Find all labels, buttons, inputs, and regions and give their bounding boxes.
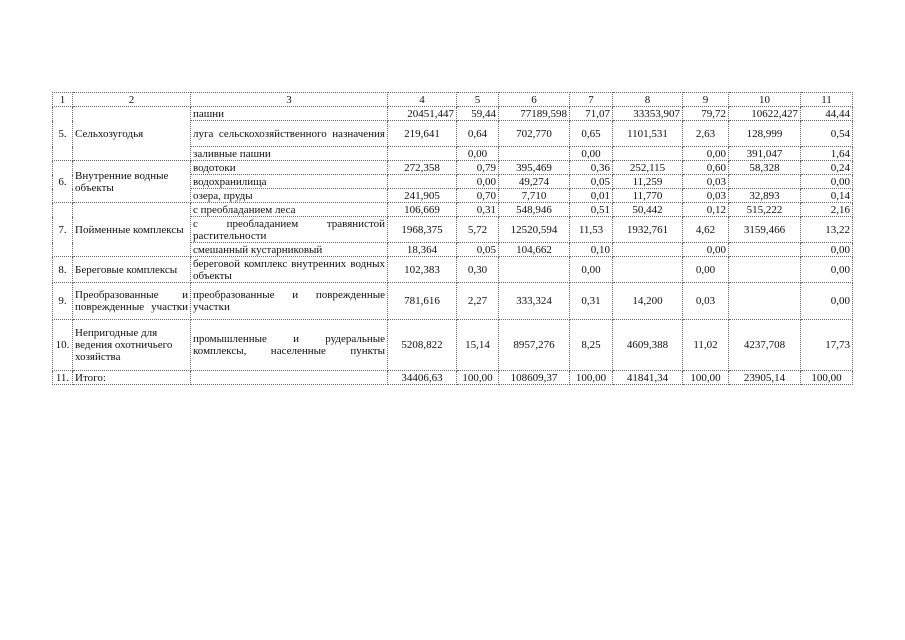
value-cell: 11,53 xyxy=(570,217,613,243)
data-table xyxy=(52,92,853,385)
value-cell xyxy=(499,257,570,283)
value-cell: 17,73 xyxy=(801,320,853,371)
table-row xyxy=(53,161,853,175)
value-cell: 32,893 xyxy=(729,189,801,203)
value-cell: 11,02 xyxy=(683,320,729,371)
value-cell: 241,905 xyxy=(388,189,457,203)
header-cell: 11 xyxy=(801,93,853,107)
value-cell: 41841,34 xyxy=(613,371,683,385)
value-cell: 252,115 xyxy=(613,161,683,175)
value-cell: 0,24 xyxy=(801,161,853,175)
subcategory-cell: с преобладанием леса xyxy=(191,203,388,217)
value-cell: 77189,598 xyxy=(499,107,570,121)
value-cell: 0,00 xyxy=(570,257,613,283)
value-cell: 2,16 xyxy=(801,203,853,217)
value-cell: 106,669 xyxy=(388,203,457,217)
value-cell: 104,662 xyxy=(499,243,570,257)
table-row xyxy=(53,107,853,121)
value-cell: 0,05 xyxy=(570,175,613,189)
value-cell: 0,51 xyxy=(570,203,613,217)
value-cell: 1968,375 xyxy=(388,217,457,243)
value-cell xyxy=(613,243,683,257)
value-cell: 0,00 xyxy=(683,257,729,283)
value-cell: 8,25 xyxy=(570,320,613,371)
value-cell: 548,946 xyxy=(499,203,570,217)
value-cell: 0,03 xyxy=(683,283,729,320)
value-cell: 781,616 xyxy=(388,283,457,320)
value-cell: 33353,907 xyxy=(613,107,683,121)
value-cell: 0,14 xyxy=(801,189,853,203)
header-cell: 5 xyxy=(457,93,499,107)
value-cell: 44,44 xyxy=(801,107,853,121)
value-cell: 0,00 xyxy=(801,257,853,283)
value-cell: 0,03 xyxy=(683,189,729,203)
subcategory-cell: водохранилища xyxy=(191,175,388,189)
value-cell: 11,770 xyxy=(613,189,683,203)
subcategory-cell: пашни xyxy=(191,107,388,121)
value-cell: 272,358 xyxy=(388,161,457,175)
value-cell xyxy=(729,283,801,320)
group-name: Сельхозугодья xyxy=(73,107,191,161)
value-cell: 59,44 xyxy=(457,107,499,121)
value-cell: 0,10 xyxy=(570,243,613,257)
value-cell: 219,641 xyxy=(388,121,457,147)
value-cell xyxy=(729,257,801,283)
value-cell: 108609,37 xyxy=(499,371,570,385)
value-cell: 702,770 xyxy=(499,121,570,147)
subcategory-cell xyxy=(191,371,388,385)
value-cell: 128,999 xyxy=(729,121,801,147)
value-cell: 391,047 xyxy=(729,147,801,161)
value-cell: 0,00 xyxy=(801,175,853,189)
group-number: 5. xyxy=(53,107,73,161)
header-cell: 4 xyxy=(388,93,457,107)
value-cell: 4,62 xyxy=(683,217,729,243)
value-cell: 4237,708 xyxy=(729,320,801,371)
table-row xyxy=(53,320,853,371)
group-name: Преобразованные и поврежденные участки xyxy=(73,283,191,320)
value-cell xyxy=(613,147,683,161)
header-cell: 8 xyxy=(613,93,683,107)
table-row xyxy=(53,257,853,283)
value-cell: 0,54 xyxy=(801,121,853,147)
value-cell xyxy=(499,147,570,161)
value-cell xyxy=(388,147,457,161)
value-cell: 0,01 xyxy=(570,189,613,203)
header-cell: 10 xyxy=(729,93,801,107)
group-name: Береговые комплексы xyxy=(73,257,191,283)
value-cell: 4609,388 xyxy=(613,320,683,371)
table-row xyxy=(53,203,853,217)
subcategory-cell: водотоки xyxy=(191,161,388,175)
value-cell: 0,00 xyxy=(457,175,499,189)
value-cell: 23905,14 xyxy=(729,371,801,385)
value-cell: 10622,427 xyxy=(729,107,801,121)
value-cell: 0,36 xyxy=(570,161,613,175)
group-name: Внутренние водные объекты xyxy=(73,161,191,203)
value-cell: 333,324 xyxy=(499,283,570,320)
value-cell: 0,65 xyxy=(570,121,613,147)
group-name: Непригодные для ведения охотничьего хозяйства xyxy=(73,320,191,371)
subcategory-cell: озера, пруды xyxy=(191,189,388,203)
subcategory-cell: луга сельскохозяйственного назначения xyxy=(191,121,388,147)
subcategory-cell: заливные пашни xyxy=(191,147,388,161)
value-cell: 0,70 xyxy=(457,189,499,203)
value-cell xyxy=(729,175,801,189)
group-number: 6. xyxy=(53,161,73,203)
header-cell: 2 xyxy=(73,93,191,107)
total-row xyxy=(53,371,853,385)
subcategory-cell: промышленные и рудеральные комплексы, населенные пункты xyxy=(191,320,388,371)
value-cell: 0,00 xyxy=(801,243,853,257)
subcategory-cell: преобразованные и поврежденные участки xyxy=(191,283,388,320)
value-cell: 0,03 xyxy=(683,175,729,189)
header-cell: 7 xyxy=(570,93,613,107)
value-cell: 0,12 xyxy=(683,203,729,217)
value-cell: 34406,63 xyxy=(388,371,457,385)
header-row xyxy=(53,93,853,107)
group-name: Пойменные комплексы xyxy=(73,203,191,257)
group-number: 10. xyxy=(53,320,73,371)
value-cell: 13,22 xyxy=(801,217,853,243)
value-cell: 0,79 xyxy=(457,161,499,175)
group-number: 8. xyxy=(53,257,73,283)
header-cell: 6 xyxy=(499,93,570,107)
value-cell: 1101,531 xyxy=(613,121,683,147)
value-cell: 102,383 xyxy=(388,257,457,283)
value-cell: 12520,594 xyxy=(499,217,570,243)
header-cell: 1 xyxy=(53,93,73,107)
value-cell: 50,442 xyxy=(613,203,683,217)
subcategory-cell: смешанный кустарниковый xyxy=(191,243,388,257)
total-label: Итого: xyxy=(73,371,191,385)
header-cell: 3 xyxy=(191,93,388,107)
subcategory-cell: береговой комплекс внутренних водных объекты xyxy=(191,257,388,283)
value-cell: 1932,761 xyxy=(613,217,683,243)
value-cell: 0,05 xyxy=(457,243,499,257)
value-cell: 395,469 xyxy=(499,161,570,175)
value-cell: 71,07 xyxy=(570,107,613,121)
value-cell: 0,00 xyxy=(683,147,729,161)
value-cell: 8957,276 xyxy=(499,320,570,371)
table-row xyxy=(53,283,853,320)
value-cell: 0,30 xyxy=(457,257,499,283)
value-cell: 2,63 xyxy=(683,121,729,147)
value-cell: 100,00 xyxy=(457,371,499,385)
value-cell: 79,72 xyxy=(683,107,729,121)
value-cell: 5,72 xyxy=(457,217,499,243)
value-cell: 20451,447 xyxy=(388,107,457,121)
value-cell: 0,00 xyxy=(683,243,729,257)
group-number: 7. xyxy=(53,203,73,257)
value-cell xyxy=(729,243,801,257)
header-cell: 9 xyxy=(683,93,729,107)
value-cell: 18,364 xyxy=(388,243,457,257)
value-cell: 515,222 xyxy=(729,203,801,217)
value-cell xyxy=(613,257,683,283)
value-cell: 5208,822 xyxy=(388,320,457,371)
value-cell: 14,200 xyxy=(613,283,683,320)
value-cell: 0,60 xyxy=(683,161,729,175)
value-cell xyxy=(388,175,457,189)
value-cell: 0,31 xyxy=(457,203,499,217)
value-cell: 3159,466 xyxy=(729,217,801,243)
total-number: 11. xyxy=(53,371,73,385)
value-cell: 15,14 xyxy=(457,320,499,371)
value-cell: 0,00 xyxy=(570,147,613,161)
value-cell: 0,64 xyxy=(457,121,499,147)
value-cell: 7,710 xyxy=(499,189,570,203)
value-cell: 0,00 xyxy=(801,283,853,320)
group-number: 9. xyxy=(53,283,73,320)
value-cell: 0,00 xyxy=(457,147,499,161)
value-cell: 100,00 xyxy=(570,371,613,385)
subcategory-cell: с преобладанием травянистой растительности xyxy=(191,217,388,243)
value-cell: 58,328 xyxy=(729,161,801,175)
value-cell: 49,274 xyxy=(499,175,570,189)
value-cell: 100,00 xyxy=(683,371,729,385)
value-cell: 11,259 xyxy=(613,175,683,189)
value-cell: 100,00 xyxy=(801,371,853,385)
value-cell: 1,64 xyxy=(801,147,853,161)
value-cell: 2,27 xyxy=(457,283,499,320)
value-cell: 0,31 xyxy=(570,283,613,320)
